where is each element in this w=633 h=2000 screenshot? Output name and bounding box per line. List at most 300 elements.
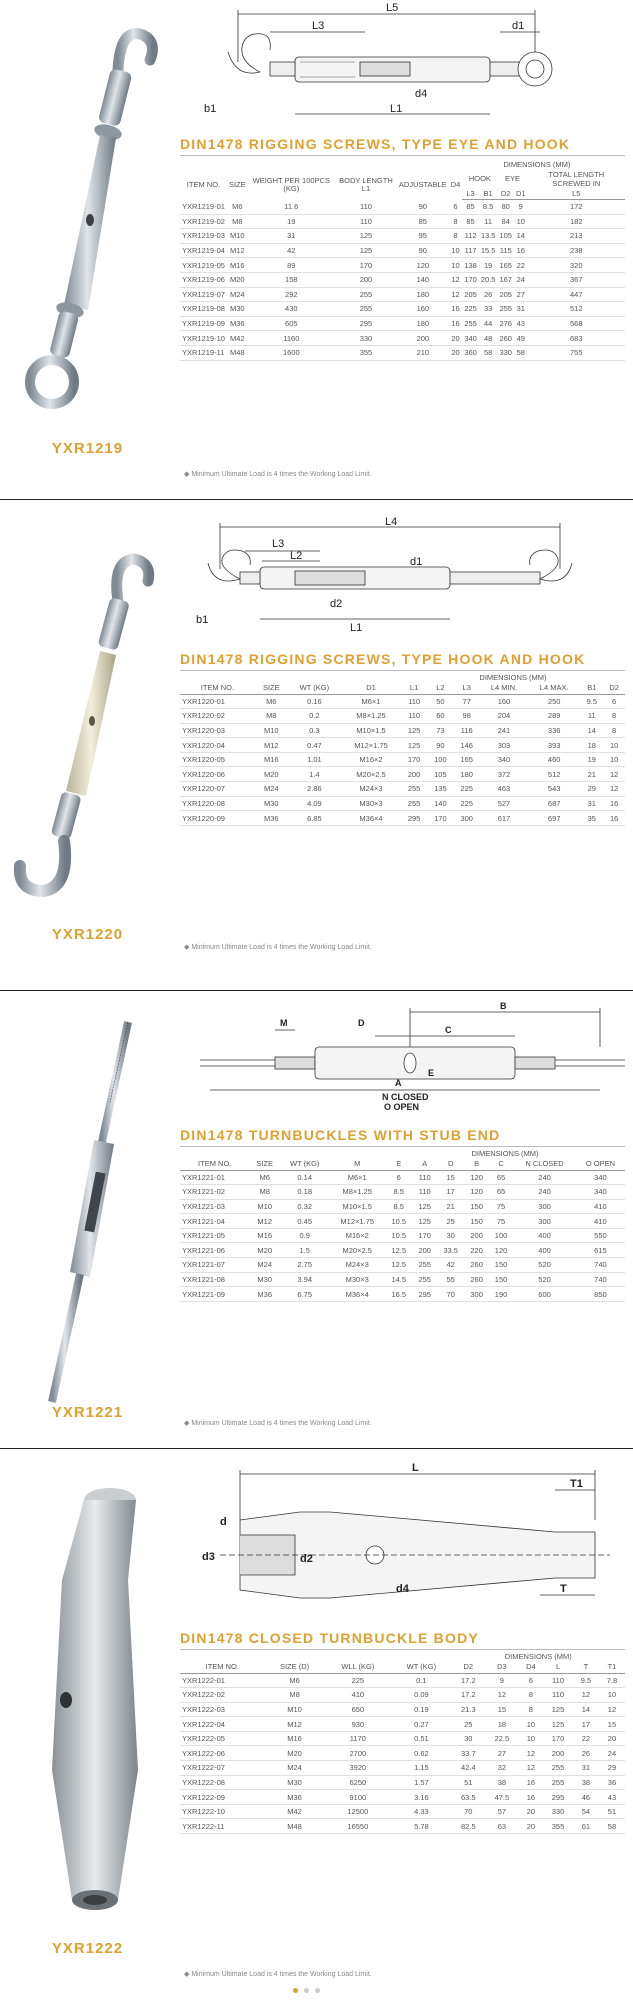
table-cell: 300	[513, 1199, 576, 1214]
table-cell: M36	[255, 811, 288, 826]
table-row	[180, 723, 625, 738]
table-cell: 31	[514, 302, 528, 317]
table-cell: M16	[227, 258, 248, 273]
table-cell: 340	[576, 1170, 625, 1185]
table-cell: YXR1219-04	[180, 243, 227, 258]
col-d2: D2	[497, 189, 514, 200]
table-cell: 54	[573, 1804, 599, 1819]
footnote: ◆ Minimum Ultimate Load is 4 times the Working Load Limit.	[184, 471, 372, 478]
table-row	[180, 258, 625, 273]
table-cell: 65	[489, 1185, 513, 1200]
page-dot[interactable]	[293, 1988, 298, 1993]
table-cell: 47.5	[485, 1790, 519, 1805]
table-cell: M36×4	[341, 811, 401, 826]
table-cell: 16.5	[385, 1287, 413, 1302]
product-image-closed-body	[0, 1470, 175, 1930]
col-item: ITEM NO.	[180, 1662, 265, 1673]
table-cell: 3.16	[391, 1790, 451, 1805]
table-cell: YXR1220-05	[180, 752, 255, 767]
table-cell: 110	[543, 1673, 573, 1688]
table-cell: 605	[248, 316, 335, 331]
table-cell: 65	[489, 1170, 513, 1185]
table-cell: 57	[485, 1804, 519, 1819]
table-cell: 14	[573, 1702, 599, 1717]
label-l: L	[412, 1462, 419, 1474]
table-cell: YXR1219-05	[180, 258, 227, 273]
table-cell: 125	[413, 1214, 437, 1229]
table-cell: 463	[480, 782, 528, 797]
table-cell: 15.5	[479, 243, 498, 258]
table-cell: 140	[427, 796, 453, 811]
table-cell: 19	[580, 752, 603, 767]
table-cell: 6.75	[280, 1287, 329, 1302]
table-cell: 36	[599, 1775, 625, 1790]
table-cell: 930	[324, 1717, 391, 1732]
label-d2: d2	[300, 1553, 313, 1565]
table-cell: M30	[249, 1272, 280, 1287]
table-cell: 182	[528, 214, 625, 229]
table-cell: 22	[573, 1731, 599, 1746]
footnote-text: Minimum Ultimate Load is 4 times the Working Load Limit.	[191, 944, 372, 951]
table-cell: M6×1	[341, 694, 401, 709]
table-cell: 125	[543, 1717, 573, 1732]
table-cell: 255	[335, 302, 397, 317]
table-cell: YXR1219-10	[180, 331, 227, 346]
table-cell: 22	[514, 258, 528, 273]
table-cell: M20	[227, 272, 248, 287]
col-d2: D2	[603, 683, 625, 694]
table-cell: 170	[543, 1731, 573, 1746]
table-cell: 17.2	[452, 1673, 486, 1688]
table-cell: 225	[454, 796, 480, 811]
table-cell: 33.5	[437, 1243, 465, 1258]
table-cell: 110	[335, 200, 397, 215]
table-cell: 755	[528, 345, 625, 360]
table-cell: 26	[479, 287, 498, 302]
table-cell: 24	[514, 272, 528, 287]
table-cell: 12	[449, 287, 463, 302]
table-cell: YXR1221-03	[180, 1199, 249, 1214]
table-cell: M12	[255, 738, 288, 753]
table-cell: 2700	[324, 1746, 391, 1761]
table-cell: 17	[437, 1185, 465, 1200]
table-row	[180, 1214, 625, 1229]
table-row	[180, 229, 625, 244]
table-cell: 9	[485, 1673, 519, 1688]
table-row	[180, 302, 625, 317]
table-cell: 210	[397, 345, 449, 360]
table-cell: YXR1222-09	[180, 1790, 265, 1805]
product-code: YXR1222	[51, 1940, 124, 1957]
technical-drawing-closed-body	[200, 1460, 625, 1620]
table-row	[180, 782, 625, 797]
table-cell: 512	[528, 302, 625, 317]
table-cell: 372	[480, 767, 528, 782]
table-cell: M16	[249, 1228, 280, 1243]
table-cell: 255	[497, 302, 514, 317]
product-code: YXR1220	[51, 926, 124, 943]
label-l2: L2	[290, 550, 303, 562]
table-row	[180, 1717, 625, 1732]
table-cell: 125	[401, 738, 427, 753]
table-cell: 21	[437, 1199, 465, 1214]
table-cell: 170	[462, 272, 479, 287]
page-dot[interactable]	[315, 1988, 320, 1993]
table-cell: 10	[449, 243, 463, 258]
table-cell: M24×3	[329, 1258, 385, 1273]
table-cell: YXR1222-04	[180, 1717, 265, 1732]
table-cell: 205	[462, 287, 479, 302]
table-cell: YXR1220-02	[180, 709, 255, 724]
table-row	[180, 1775, 625, 1790]
table-cell: YXR1221-02	[180, 1185, 249, 1200]
col-m: M	[329, 1159, 385, 1170]
table-cell: M24	[265, 1761, 325, 1776]
table-cell: 58	[514, 345, 528, 360]
table-cell: M30	[265, 1775, 325, 1790]
table-cell: M12×1.75	[329, 1214, 385, 1229]
table-cell: 25	[437, 1214, 465, 1229]
table-cell: 336	[528, 723, 580, 738]
table-cell: 3920	[324, 1761, 391, 1776]
table-cell: 43	[514, 316, 528, 331]
table-cell: 75	[489, 1199, 513, 1214]
col-n-closed: N CLOSED	[513, 1159, 576, 1170]
table-cell: 520	[513, 1258, 576, 1273]
table-cell: YXR1219-03	[180, 229, 227, 244]
table-cell: 410	[576, 1214, 625, 1229]
table-cell: M10	[249, 1199, 280, 1214]
table-cell: YXR1219-02	[180, 214, 227, 229]
table-cell: 150	[489, 1258, 513, 1273]
col-d1: D1	[341, 683, 401, 694]
table-cell: 11	[580, 709, 603, 724]
table-cell: YXR1222-03	[180, 1702, 265, 1717]
footnote: ◆ Minimum Ultimate Load is 4 times the Working Load Limit.	[184, 1420, 372, 1427]
table-cell: 27	[485, 1746, 519, 1761]
label-d1: d1	[410, 556, 423, 568]
table-cell: 27	[514, 287, 528, 302]
section-title: DIN1478 CLOSED TURNBUCKLE BODY	[180, 1630, 625, 1650]
label-l3: L3	[312, 20, 325, 32]
table-cell: 615	[576, 1243, 625, 1258]
table-cell: 25	[452, 1717, 486, 1732]
table-cell: 31	[248, 229, 335, 244]
table-cell: 240	[513, 1185, 576, 1200]
table-cell: 0.19	[391, 1702, 451, 1717]
col-l3: L3	[462, 189, 479, 200]
table-cell: M36	[227, 316, 248, 331]
table-cell: 9.5	[573, 1673, 599, 1688]
table-cell: 8	[603, 723, 625, 738]
table-cell: 110	[401, 694, 427, 709]
table-cell: 5.78	[391, 1819, 451, 1834]
col-l5: L5	[528, 189, 625, 200]
table-cell: 0.32	[280, 1199, 329, 1214]
table-cell: M24	[255, 782, 288, 797]
table-cell: 1170	[324, 1731, 391, 1746]
table-row	[180, 1287, 625, 1302]
table-cell: M10	[265, 1702, 325, 1717]
table-cell: 125	[543, 1702, 573, 1717]
table-cell: 125	[413, 1199, 437, 1214]
table-cell: M48	[227, 345, 248, 360]
col-d1: D1	[515, 188, 526, 198]
table-cell: 9.5	[580, 694, 603, 709]
col-c: C	[489, 1159, 513, 1170]
table-cell: 20	[449, 345, 463, 360]
table-cell: YXR1221-04	[180, 1214, 249, 1229]
product-code: YXR1221	[51, 1404, 124, 1421]
spec-table-hook-hook	[180, 673, 625, 826]
table-cell: M30	[227, 302, 248, 317]
table-cell: 44	[479, 316, 498, 331]
col-d: D	[437, 1159, 465, 1170]
table-cell: 125	[335, 243, 397, 258]
table-cell: YXR1219-07	[180, 287, 227, 302]
table-cell: 48	[479, 331, 498, 346]
table-cell: M8	[227, 214, 248, 229]
table-cell: 7.8	[599, 1673, 625, 1688]
table-cell: 138	[462, 258, 479, 273]
table-cell: 100	[427, 752, 453, 767]
table-cell: 0.18	[280, 1185, 329, 1200]
table-cell: M16	[255, 752, 288, 767]
table-cell: 8	[449, 214, 463, 229]
table-row	[180, 811, 625, 826]
label-c: C	[445, 1025, 452, 1035]
table-cell: 15	[599, 1717, 625, 1732]
table-cell: 255	[335, 287, 397, 302]
table-cell: 260	[497, 331, 514, 346]
table-row	[180, 272, 625, 287]
table-cell: 9100	[324, 1790, 391, 1805]
table-cell: M42	[265, 1804, 325, 1819]
table-cell: 520	[513, 1272, 576, 1287]
table-cell: M20×2.5	[329, 1243, 385, 1258]
table-cell: 410	[576, 1199, 625, 1214]
table-cell: 238	[528, 243, 625, 258]
table-cell: 10	[599, 1688, 625, 1703]
technical-drawing-stub-end	[200, 1002, 625, 1117]
table-cell: 15	[485, 1702, 519, 1717]
table-cell: 687	[528, 796, 580, 811]
table-cell: 8.5	[385, 1185, 413, 1200]
table-cell: YXR1220-03	[180, 723, 255, 738]
table-cell: 550	[576, 1228, 625, 1243]
table-cell: 170	[401, 752, 427, 767]
table-cell: 300	[464, 1287, 488, 1302]
table-cell: 225	[324, 1673, 391, 1688]
table-cell: 276	[497, 316, 514, 331]
label-d2: d2	[330, 598, 343, 610]
table-cell: 340	[462, 331, 479, 346]
col-d2: D2	[452, 1662, 486, 1673]
table-cell: YXR1222-08	[180, 1775, 265, 1790]
col-wt: WT (KG)	[391, 1662, 451, 1673]
table-cell: 355	[543, 1819, 573, 1834]
table-cell: 1.15	[391, 1761, 451, 1776]
table-cell: 180	[397, 316, 449, 331]
table-cell: 12	[519, 1761, 544, 1776]
table-cell: 330	[497, 345, 514, 360]
table-cell: 1.01	[288, 752, 341, 767]
table-cell: 95	[397, 229, 449, 244]
table-cell: 125	[335, 229, 397, 244]
table-cell: 16	[449, 316, 463, 331]
table-cell: 850	[576, 1287, 625, 1302]
table-cell: 225	[462, 302, 479, 317]
table-cell: 617	[480, 811, 528, 826]
table-cell: 255	[413, 1272, 437, 1287]
table-cell: 11.6	[248, 200, 335, 215]
table-cell: 447	[528, 287, 625, 302]
label-l5: L5	[386, 2, 399, 14]
table-cell: M36×4	[329, 1287, 385, 1302]
col-wll: WLL (KG)	[324, 1662, 391, 1673]
table-cell: 158	[248, 272, 335, 287]
label-l4: L4	[385, 516, 398, 528]
table-cell: 12	[599, 1702, 625, 1717]
table-cell: YXR1221-07	[180, 1258, 249, 1273]
table-cell: YXR1219-06	[180, 272, 227, 287]
table-cell: YXR1219-01	[180, 200, 227, 215]
table-row	[180, 1673, 625, 1688]
table-cell: 90	[397, 243, 449, 258]
table-cell: 12500	[324, 1804, 391, 1819]
table-cell: 10	[514, 214, 528, 229]
table-cell: 21	[580, 767, 603, 782]
table-cell: 0.9	[280, 1228, 329, 1243]
table-cell: 49	[514, 331, 528, 346]
table-cell: 82.5	[452, 1819, 486, 1834]
table-cell: 12	[573, 1688, 599, 1703]
table-cell: 170	[427, 811, 453, 826]
table-cell: 260	[464, 1258, 488, 1273]
table-cell: 250	[528, 694, 580, 709]
table-row	[180, 1688, 625, 1703]
label-b1: b1	[204, 103, 217, 115]
table-cell: YXR1221-05	[180, 1228, 249, 1243]
table-cell: 10	[519, 1717, 544, 1732]
table-cell: 98	[454, 709, 480, 724]
table-cell: 167	[497, 272, 514, 287]
table-cell: 200	[464, 1228, 488, 1243]
table-cell: 240	[513, 1170, 576, 1185]
table-cell: M24	[227, 287, 248, 302]
table-cell: 31	[580, 796, 603, 811]
table-cell: 24	[599, 1746, 625, 1761]
technical-drawing-hook-hook	[196, 516, 625, 639]
table-row	[180, 1804, 625, 1819]
table-cell: 135	[427, 782, 453, 797]
table-cell: 292	[248, 287, 335, 302]
product-code: YXR1219	[51, 440, 124, 457]
label-b: B	[500, 1001, 507, 1011]
table-cell: 16	[603, 796, 625, 811]
table-cell: 12	[603, 767, 625, 782]
table-cell: 295	[543, 1790, 573, 1805]
table-cell: 89	[248, 258, 335, 273]
table-cell: 200	[413, 1243, 437, 1258]
table-cell: 200	[335, 272, 397, 287]
table-cell: 330	[543, 1804, 573, 1819]
table-cell: 20.5	[479, 272, 498, 287]
col-t1: T1	[599, 1662, 625, 1673]
page-dot[interactable]	[304, 1988, 309, 1993]
col-e: E	[385, 1159, 413, 1170]
table-cell: M16	[265, 1731, 325, 1746]
table-cell: 650	[324, 1702, 391, 1717]
table-cell: 6	[449, 200, 463, 215]
table-cell: 1160	[248, 331, 335, 346]
table-cell: 90	[397, 200, 449, 215]
col-l2: L2	[427, 683, 453, 694]
table-body	[180, 200, 625, 361]
table-cell: 8	[519, 1702, 544, 1717]
table-cell: 12.5	[385, 1243, 413, 1258]
label-o-open: O OPEN	[384, 1102, 420, 1112]
table-cell: YXR1221-08	[180, 1272, 249, 1287]
table-cell: YXR1220-01	[180, 694, 255, 709]
table-cell: 295	[413, 1287, 437, 1302]
table-cell: 116	[454, 723, 480, 738]
table-cell: 84	[497, 214, 514, 229]
table-cell: 125	[401, 723, 427, 738]
table-cell: 170	[413, 1228, 437, 1243]
table-row	[180, 331, 625, 346]
table-cell: YXR1222-06	[180, 1746, 265, 1761]
table-cell: 255	[462, 316, 479, 331]
table-cell: 225	[454, 782, 480, 797]
table-cell: 20	[519, 1804, 544, 1819]
table-cell: YXR1219-08	[180, 302, 227, 317]
table-cell: M16×2	[329, 1228, 385, 1243]
table-cell: 4.33	[391, 1804, 451, 1819]
footnote-text: Minimum Ultimate Load is 4 times the Working Load Limit.	[191, 471, 372, 478]
table-cell: M10×1.5	[341, 723, 401, 738]
table-cell: 26	[573, 1746, 599, 1761]
label-d1: d1	[512, 20, 525, 32]
table-cell: YXR1220-09	[180, 811, 255, 826]
table-cell: 400	[513, 1228, 576, 1243]
table-cell: YXR1222-10	[180, 1804, 265, 1819]
table-cell: 14	[514, 229, 528, 244]
table-cell: 527	[480, 796, 528, 811]
table-cell: 10	[519, 1731, 544, 1746]
table-cell: 110	[543, 1688, 573, 1703]
table-cell: M8×1.25	[329, 1185, 385, 1200]
table-cell: 110	[413, 1170, 437, 1185]
label-l1: L1	[350, 622, 363, 634]
table-cell: 46	[573, 1790, 599, 1805]
table-cell: 330	[335, 331, 397, 346]
table-cell: 255	[413, 1258, 437, 1273]
table-cell: 170	[335, 258, 397, 273]
col-b1: B1	[580, 683, 603, 694]
table-cell: 683	[528, 331, 625, 346]
table-cell: 400	[513, 1243, 576, 1258]
table-cell: 430	[248, 302, 335, 317]
col-item: ITEM NO.	[186, 179, 221, 189]
table-cell: 697	[528, 811, 580, 826]
table-cell: 165	[497, 258, 514, 273]
table-cell: M8	[249, 1185, 280, 1200]
table-row	[180, 1272, 625, 1287]
col-wt: WT (KG)	[280, 1159, 329, 1170]
table-cell: M30×3	[341, 796, 401, 811]
footnote-text: Minimum Ultimate Load is 4 times the Working Load Limit.	[191, 1420, 372, 1427]
